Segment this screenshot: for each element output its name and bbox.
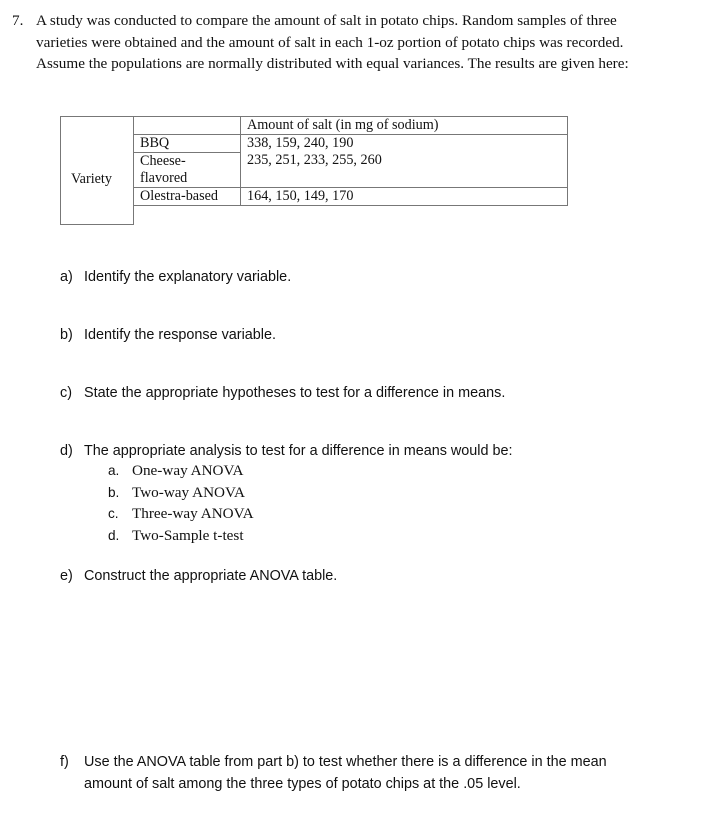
question-e-label: e): [60, 568, 73, 584]
question-f-line1: Use the ANOVA table from part b) to test whether there is a difference in the mean: [84, 754, 607, 770]
option-d: [108, 525, 244, 547]
option-b-text: Two-way ANOVA: [132, 484, 245, 501]
question-d: [60, 440, 660, 462]
option-b: [108, 482, 245, 504]
problem-text: A study was conducted to compare the amount of salt in potato chips. Random samples of three varieties were obtained and the amount of salt in each 1-oz portion of potato chips was recorded. Assume the populations are normally distributed with equal variances. The results are given here:: [36, 12, 629, 72]
values-bbq-and-cheese: [241, 135, 568, 188]
option-c: [108, 503, 254, 525]
question-c-label: c): [60, 385, 72, 401]
row-header-variety: Variety: [61, 135, 134, 225]
question-e: [60, 565, 660, 587]
problem-statement: [12, 10, 652, 75]
option-c-text: Three-way ANOVA: [132, 505, 254, 522]
values-cheese: 235, 251, 233, 255, 260: [247, 152, 382, 168]
question-a-text: Identify the explanatory variable.: [84, 269, 292, 285]
table-corner-cell: [61, 117, 134, 135]
question-e-text: Construct the appropriate ANOVA table.: [84, 568, 338, 584]
option-d-text: Two-Sample t-test: [132, 527, 244, 544]
option-d-label: d.: [108, 528, 120, 543]
variety-label-cheese-2: flavored: [134, 170, 241, 188]
question-b-text: Identify the response variable.: [84, 327, 276, 343]
problem-number: 7.: [12, 12, 24, 29]
question-c: [60, 382, 660, 404]
table-header-blank: [134, 117, 241, 135]
table-gap-cell: [134, 206, 241, 225]
option-a-label: a.: [108, 463, 120, 478]
variety-label-bbq: BBQ: [134, 135, 241, 153]
table-gap-empty: [241, 206, 568, 225]
option-c-label: c.: [108, 506, 119, 521]
question-a-label: a): [60, 269, 73, 285]
question-b: [60, 324, 660, 346]
question-f: [60, 751, 660, 795]
option-b-label: b.: [108, 485, 120, 500]
question-b-label: b): [60, 327, 73, 343]
values-bbq: 338, 159, 240, 190: [247, 135, 354, 151]
question-d-label: d): [60, 443, 73, 459]
column-header: Amount of salt (in mg of sodium): [241, 117, 568, 135]
values-olestra: 164, 150, 149, 170: [241, 188, 568, 206]
salt-data-table: [60, 116, 568, 225]
question-f-label: f): [60, 754, 69, 770]
option-a-text: One-way ANOVA: [132, 462, 244, 479]
question-f-line2: amount of salt among the three types of potato chips at the .05 level.: [84, 776, 521, 792]
question-c-text: State the appropriate hypotheses to test for a difference in means.: [84, 385, 506, 401]
question-a: [60, 266, 660, 288]
question-d-text: The appropriate analysis to test for a difference in means would be:: [84, 443, 513, 459]
variety-label-olestra: Olestra-based: [134, 188, 241, 206]
option-a: [108, 460, 244, 482]
variety-label-cheese-1: Cheese-: [134, 153, 241, 171]
